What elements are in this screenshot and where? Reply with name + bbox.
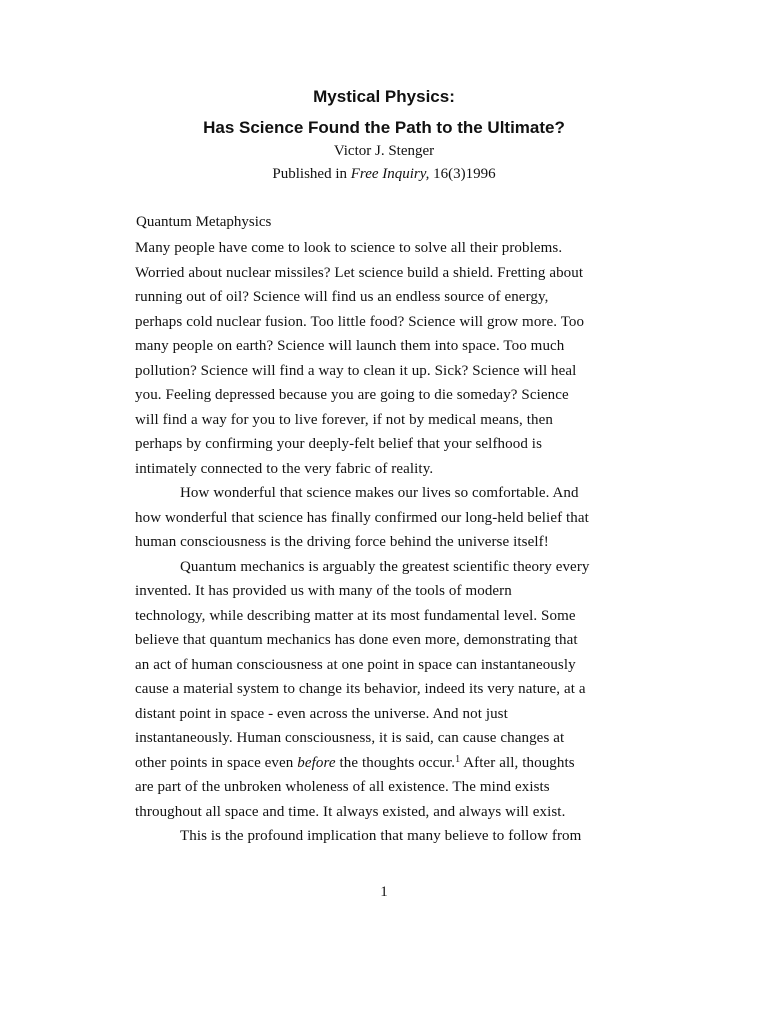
text-line: intimately connected to the very fabric of reality. bbox=[135, 460, 434, 477]
text-line: This is the profound implication that many believe to follow from bbox=[180, 828, 582, 844]
text-line: believe that quantum mechanics has done even more, demonstrating that bbox=[135, 632, 578, 648]
text-line: throughout all space and time. It always existed, and always will exist. bbox=[135, 803, 566, 820]
text-line: technology, while describing matter at its most fundamental level. Some bbox=[135, 607, 576, 624]
text-line: Many people have come to look to science to solve all their problems. bbox=[135, 240, 563, 256]
text-line: you. Feeling depressed because you are going to die someday? Science bbox=[135, 387, 569, 403]
publication-info bbox=[0, 166, 768, 183]
line-part: the thoughts occur. bbox=[335, 754, 456, 771]
line-part: After all, thoughts bbox=[460, 754, 575, 771]
text-line: perhaps cold nuclear fusion. Too little food? Science will grow more. Too bbox=[135, 313, 585, 330]
footnote-marker[interactable]: 1 bbox=[455, 753, 461, 765]
text-line: how wonderful that science has finally confirmed our long-held belief that bbox=[135, 509, 589, 526]
text-line: will find a way for you to live forever, if not by medical means, then bbox=[135, 411, 553, 428]
text-line: cause a material system to change its behavior, indeed its very nature, at a bbox=[135, 681, 586, 697]
published-prefix: Published in bbox=[272, 166, 351, 182]
text-line: running out of oil? Science will find us an endless source of energy, bbox=[135, 289, 549, 305]
text-line: are part of the unbroken wholeness of all existence. The mind exists bbox=[135, 779, 550, 795]
text-line: many people on earth? Science will launch them into space. Too much bbox=[135, 338, 565, 354]
text-line: Quantum mechanics is arguably the greatest scientific theory every bbox=[180, 558, 590, 575]
text-line: pollution? Science will find a way to clean it up. Sick? Science will heal bbox=[135, 362, 577, 379]
text-line: How wonderful that science makes our lives so comfortable. And bbox=[180, 485, 579, 501]
line-part: other points in space even bbox=[135, 754, 298, 771]
text-line-with-footnote bbox=[135, 751, 635, 776]
title-line-2: Has Science Found the Path to the Ultimate? bbox=[203, 118, 565, 137]
author: Victor J. Stenger bbox=[333, 143, 435, 159]
text-line: an act of human consciousness at one point in space can instantaneously bbox=[135, 656, 576, 673]
journal-name: Free Inquiry, bbox=[350, 166, 430, 182]
text-line: distant point in space - even across the universe. And not just bbox=[135, 705, 508, 722]
title-line-1: Mystical Physics: bbox=[313, 87, 455, 106]
page-number: 1 bbox=[380, 884, 388, 900]
section-heading: Quantum Metaphysics bbox=[136, 214, 272, 230]
body-text bbox=[135, 236, 635, 849]
italic-word: before bbox=[297, 754, 336, 771]
text-line: Worried about nuclear missiles? Let science build a shield. Fretting about bbox=[135, 264, 584, 281]
text-line: human consciousness is the driving force behind the universe itself! bbox=[135, 534, 549, 550]
text-line: perhaps by confirming your deeply-felt belief that your selfhood is bbox=[135, 436, 543, 452]
text-line: invented. It has provided us with many of the tools of modern bbox=[135, 583, 512, 599]
text-line: instantaneously. Human consciousness, it is said, can cause changes at bbox=[135, 730, 565, 746]
published-suffix: 16(3)1996 bbox=[429, 166, 496, 182]
